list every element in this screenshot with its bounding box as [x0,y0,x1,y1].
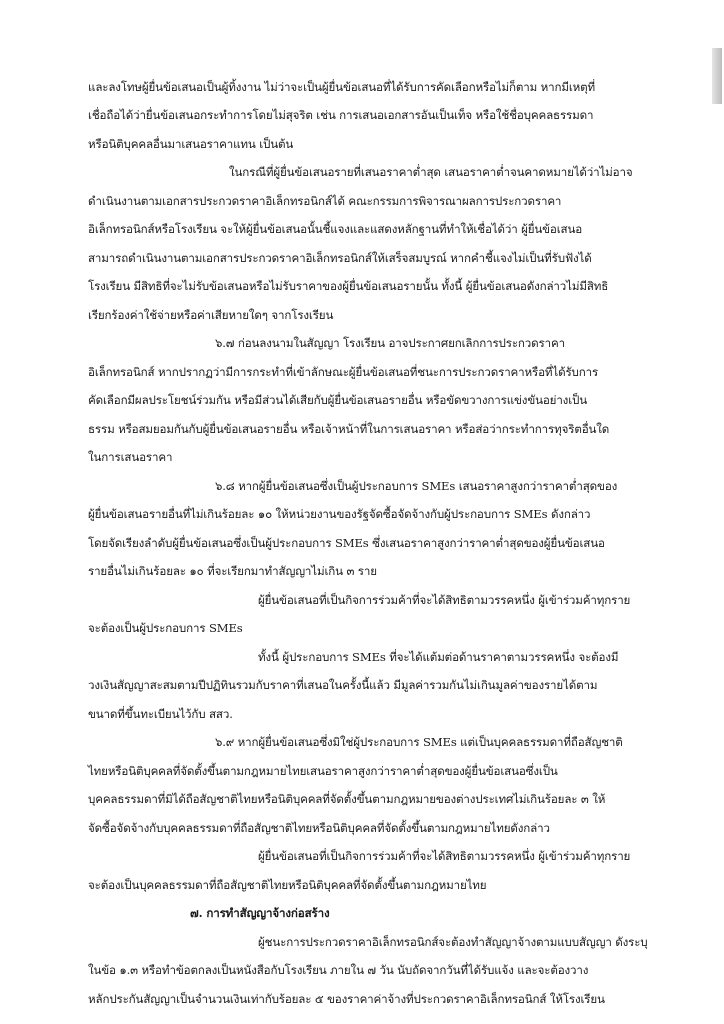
scan-edge-mark [712,48,722,104]
text-line: ในการเสนอราคา [88,450,173,464]
clause-6-8: ๖.๘ หากผู้ยื่นข้อเสนอซึ่งเป็นผู้ประกอบการ SMEs เสนอราคาสูงกว่าราคาต่ำสุดของ [215,479,618,493]
text-line: ผู้ชนะการประกวดราคาอิเล็กทรอนิกส์จะต้องทำสัญญาจ้างตามแบบสัญญา ดังระบุ [258,935,648,949]
text-line: จัดซื้อจัดจ้างกับบุคคลธรรมดาที่ถือสัญชาติไทยหรือนิติบุคคลที่จัดตั้งขึ้นตามกฎหมายไทยดังกล่าว [88,821,550,835]
text-line: วงเงินสัญญาสะสมตามปีปฏิทินรวมกับราคาที่เสนอในครั้งนี้แล้ว มีมูลค่ารวมกันไม่เกินมูลค่าของรายได้ตาม [88,678,598,692]
text-line: ขนาดที่ขึ้นทะเบียนไว้กับ สสว. [88,707,233,721]
text-line: จะต้องเป็นผู้ประกอบการ SMEs [88,621,243,635]
clause-6-9: ๖.๙ หากผู้ยื่นข้อเสนอซึ่งมิใช่ผู้ประกอบการ SMEs แต่เป็นบุคคลธรรมดาที่ถือสัญชาติ [215,735,623,749]
text-line: ดำเนินงานตามเอกสารประกวดราคาอิเล็กทรอนิกส์ได้ คณะกรรมการพิจารณาผลการประกวดราคา [88,194,562,208]
section-7-heading: ๗. การทำสัญญาจ้างก่อสร้าง [190,906,330,920]
text-line: อิเล็กทรอนิกส์ หากปรากฏว่ามีการกระทำที่เข้าลักษณะผู้ยื่นข้อเสนอที่ชนะการประกวดราคาหรือที่ได้รับการ [88,365,599,379]
text-line: ผู้ยื่นข้อเสนอรายอื่นที่ไม่เกินร้อยละ ๑๐ ให้หน่วยงานของรัฐจัดซื้อจัดจ้างกับผู้ประกอบการ SMEs ดังกล่าว [88,507,591,521]
text-line: หลักประกันสัญญาเป็นจำนวนเงินเท่ากับร้อยละ ๕ ของราคาค่าจ้างที่ประกวดราคาอิเล็กทรอนิกส์ ให้โรงเรียน [88,992,605,1006]
text-line: ธรรม หรือสมยอมกันกับผู้ยื่นข้อเสนอรายอื่น หรือเจ้าหน้าที่ในการเสนอราคา หรือส่อว่ากระทำการทุจริตอื่นใด [88,422,610,436]
clause-6-7: ๖.๗ ก่อนลงนามในสัญญา โรงเรียน อาจประกาศยกเลิกการประกวดราคา [215,336,565,350]
text-line: เชื่อถือได้ว่ายื่นข้อเสนอกระทำการโดยไม่สุจริต เช่น การเสนอเอกสารอันเป็นเท็จ หรือใช้ชื่อบุคคลธรรมดา [88,108,594,122]
text-line: ในกรณีที่ผู้ยื่นข้อเสนอรายที่เสนอราคาต่ำสุด เสนอราคาต่ำจนคาดหมายได้ว่าไม่อาจ [229,165,633,179]
text-line: ไทยหรือนิติบุคคลที่จัดตั้งขึ้นตามกฎหมายไทยเสนอราคาสูงกว่าราคาต่ำสุดของผู้ยื่นข้อเสนอซึ่งเป็น [88,764,558,778]
text-line: ทั้งนี้ ผู้ประกอบการ SMEs ที่จะได้แต้มต่อด้านราคาตามวรรคหนึ่ง จะต้องมี [258,650,619,664]
text-line: คัดเลือกมีผลประโยชน์ร่วมกัน หรือมีส่วนได้เสียกับผู้ยื่นข้อเสนอรายอื่น หรือขัดขวางการแข่งขันอย่างเป็น [88,393,587,407]
text-line: สามารถดำเนินงานตามเอกสารประกวดราคาอิเล็กทรอนิกส์ให้เสร็จสมบูรณ์ หากคำชี้แจงไม่เป็นที่รับฟังได้ [88,251,592,265]
text-line: โรงเรียน มีสิทธิที่จะไม่รับข้อเสนอหรือไม่รับราคาของผู้ยื่นข้อเสนอรายนั้น ทั้งนี้ ผู้ยื่นข้อเสนอดังกล่าวไม่มีสิทธิ [88,279,609,293]
text-line: และลงโทษผู้ยื่นข้อเสนอเป็นผู้ทิ้งงาน ไม่ว่าจะเป็นผู้ยื่นข้อเสนอที่ได้รับการคัดเลือกหรือไม่ก็ตาม หากมีเหตุที่ [88,80,596,94]
text-line: เรียกร้องค่าใช้จ่ายหรือค่าเสียหายใดๆ จากโรงเรียน [88,308,334,322]
text-line: หรือนิติบุคคลอื่นมาเสนอราคาแทน เป็นต้น [88,137,294,151]
text-line: บุคคลธรรมดาที่มิได้ถือสัญชาติไทยหรือนิติบุคคลที่จัดตั้งขึ้นตามกฎหมายของต่างประเทศไม่เกินร้อยละ ๓ ให้ [88,792,606,806]
text-line: จะต้องเป็นบุคคลธรรมดาที่ถือสัญชาติไทยหรือนิติบุคคลที่จัดตั้งขึ้นตามกฎหมายไทย [88,878,487,892]
text-line: อิเล็กทรอนิกส์หรือโรงเรียน จะให้ผู้ยื่นข้อเสนอนั้นชี้แจงและแสดงหลักฐานที่ทำให้เชื่อได้ว่า ผู้ยื่นข้อเสนอ [88,222,583,236]
text-line: ผู้ยื่นข้อเสนอที่เป็นกิจการร่วมค้าที่จะได้สิทธิตามวรรคหนึ่ง ผู้เข้าร่วมค้าทุกราย [258,593,631,607]
text-line: รายอื่นไม่เกินร้อยละ ๑๐ ที่จะเรียกมาทำสัญญาไม่เกิน ๓ ราย [88,564,377,578]
text-line: ผู้ยื่นข้อเสนอที่เป็นกิจการร่วมค้าที่จะได้สิทธิตามวรรคหนึ่ง ผู้เข้าร่วมค้าทุกราย [258,849,631,863]
text-line: ในข้อ ๑.๓ หรือทำข้อตกลงเป็นหนังสือกับโรงเรียน ภายใน ๗ วัน นับถัดจากวันที่ได้รับแจ้ง และจะต้องวาง [88,963,589,977]
text-line: โดยจัดเรียงลำดับผู้ยื่นข้อเสนอซึ่งเป็นผู้ประกอบการ SMEs ซึ่งเสนอราคาสูงกว่าราคาต่ำสุดของผู้ยื่นข้อเสนอ [88,536,605,550]
